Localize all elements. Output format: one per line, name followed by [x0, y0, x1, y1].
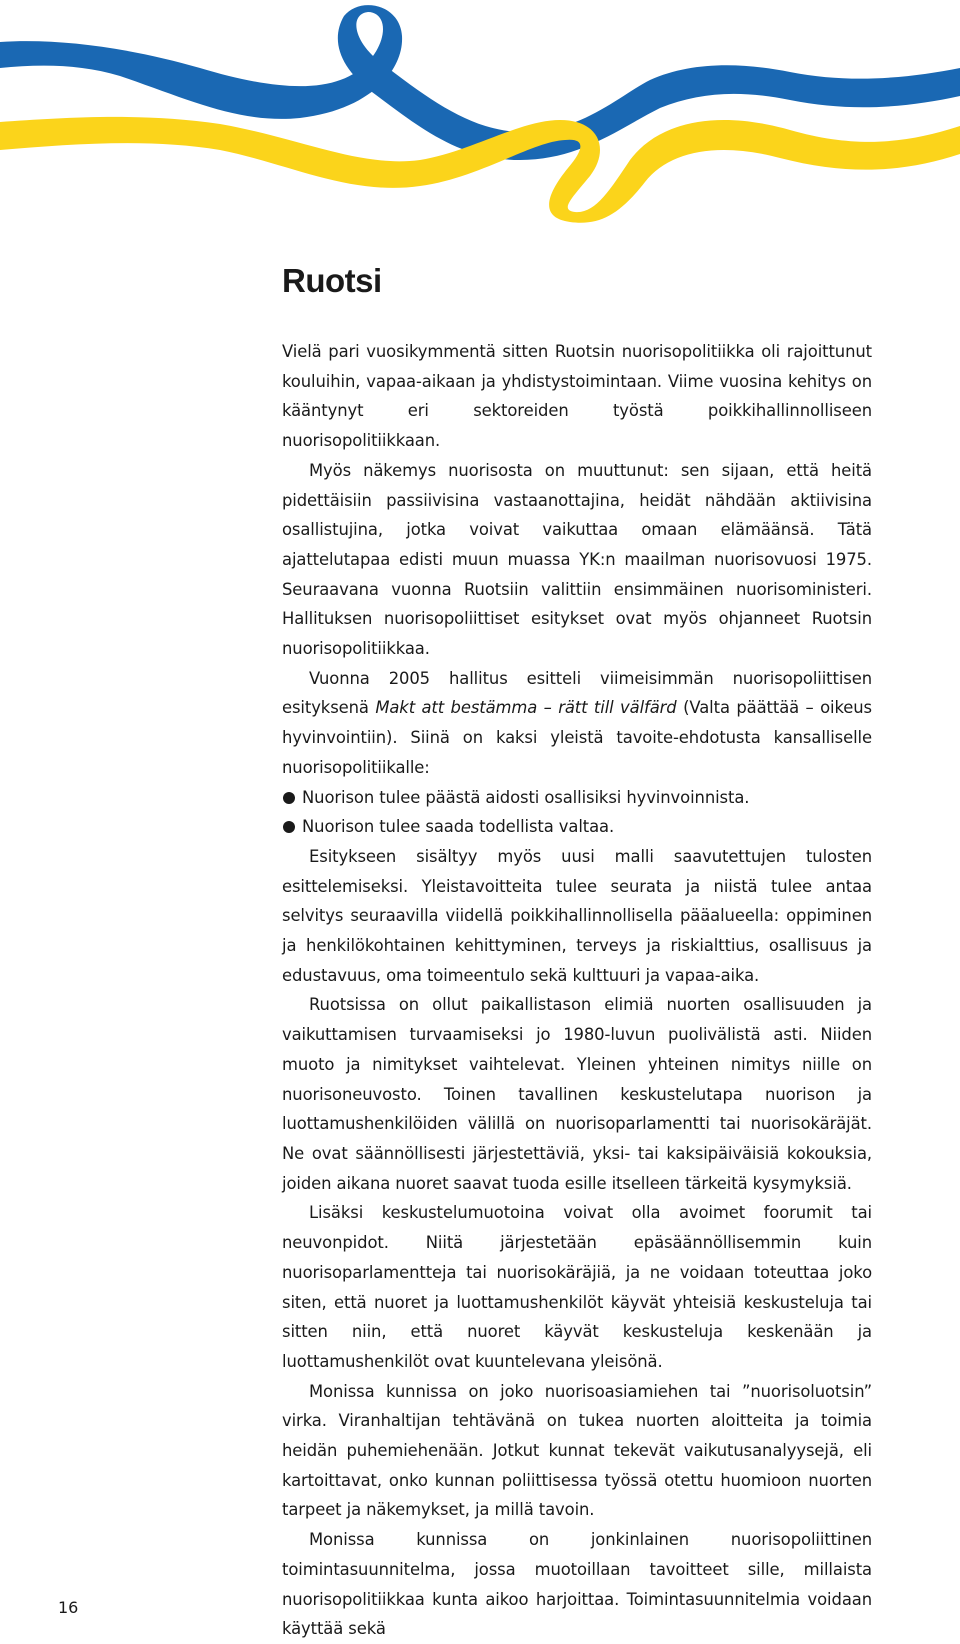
goal-list [282, 783, 872, 842]
bullet-icon [283, 821, 295, 833]
paragraph [282, 664, 872, 783]
paragraph: Myös näkemys nuorisosta on muuttunut: sen sijaan, että heitä pidettäisiin passiivisina vastaanottajina, heidät nähdään aktiivisina osallistujina, jotka voivat vaikuttaa omaan elämäänsä. Tätä ajattelutapaa edisti muun muassa YK:n maailman nuorisovuosi 1975. Seuraavana vuonna Ruotsiin valittiin ensimmäinen nuorisoministeri. Hallituksen nuorisopoliittiset esitykset ovat myös ohjanneet Ruotsin nuorisopolitiikkaa. [282, 460, 872, 659]
paragraph: Monissa kunnissa on joko nuorisoasiamiehen tai ”nuorisoluotsin” virka. Viranhaltijan tehtävänä on tukea nuorten aloitteita ja toimia heidän puhemiehenään. Jotkut kunnat tekevät vaikutusanalyysejä, eli kartoittavat, onko kunnan poliittisessa työssä otettu huomioon nuorten tarpeet ja näkemykset, ja millä tavoin. [282, 1381, 872, 1520]
paragraph: Esitykseen sisältyy myös uusi malli saavutettujen tulosten esittelemiseksi. Yleistavoitteita tulee seurata ja niistä tulee antaa selvitys seuraavilla viidellä poikkihallinnollisella pääalueella: oppiminen ja henkilökohtainen kehittyminen, terveys ja riskialttius, osallisuus ja edustavuus, oma toimeentulo sekä kulttuuri ja vapaa-aika. [282, 846, 872, 985]
list-item-text: Nuorison tulee saada todellista valtaa. [302, 817, 615, 837]
paragraph-text: (Valta päättää – oikeus hyvinvointiin). Siinä on kaksi yleistä tavoite-ehdotusta kansalliselle nuorisopolitiikalle: [282, 698, 872, 777]
paragraph: Vielä pari vuosikymmentä sitten Ruotsin nuorisopolitiikka oli rajoittunut kouluihin, vapaa-aikaan ja yhdistystoimintaan. Viime vuosina kehitys on kääntynyt eri sektoreiden työstä poikkihallinnolliseen nuorisopolitiikkaan. [282, 342, 872, 451]
report-title-italic: Makt att bestämma – rätt till välfärd [375, 698, 677, 718]
paragraph: Ruotsissa on ollut paikallistason elimiä nuorten osallisuuden ja vaikuttamisen turvaamiseksi jo 1980-luvun puolivälistä asti. Niiden muoto ja nimitykset vaihtelevat. Yleinen yhteinen nimitys niille on nuorisoneuvosto. Toinen tavallinen keskustelutapa nuorison ja luottamushenkilöiden välillä on nuorisoparlamentti tai nuorisokäräjät. Ne ovat säännöllisesti järjestettäviä, yksi- tai kaksipäiväisiä kokouksia, joiden aikana nuoret saavat tuoda esille itselleen tärkeitä kysymyksiä. [282, 995, 872, 1193]
paragraph: Lisäksi keskustelumuotoina voivat olla avoimet foorumit tai neuvonpidot. Niitä järjestetään epäsäännöllisemmin kuin nuorisoparlamentteja tai nuorisokäräjiä, ja ne voidaan toteuttaa joko siten, että nuoret ja luottamushenkilöt käyvät yhteisiä keskusteluja tai sitten niin, että nuoret käyvät keskusteluja keskenään ja luottamushenkilöt ovat kuuntelevana yleisönä. [282, 1203, 872, 1371]
article-body [282, 337, 872, 1644]
list-item-text: Nuorison tulee päästä aidosti osallisiksi hyvinvoinnista. [302, 787, 750, 807]
bullet-icon [283, 792, 295, 804]
ribbon-decoration [0, 0, 960, 240]
paragraph: Monissa kunnissa on jonkinlainen nuorisopoliittinen toimintasuunnitelma, jossa muotoillaan tavoitteet sille, millaista nuorisopolitiikkaa kunta aikoo harjoittaa. Toimintasuunnitelmia voidaan käyttää sekä [282, 1530, 872, 1639]
list-item [282, 783, 872, 813]
page-title: Ruotsi [282, 262, 382, 299]
page-number: 16 [58, 1598, 79, 1617]
list-item [282, 812, 872, 842]
paragraph-text: Vuonna 2005 hallitus esitteli viimeisimmän nuorisopoliittisen esityksenä [282, 668, 872, 718]
